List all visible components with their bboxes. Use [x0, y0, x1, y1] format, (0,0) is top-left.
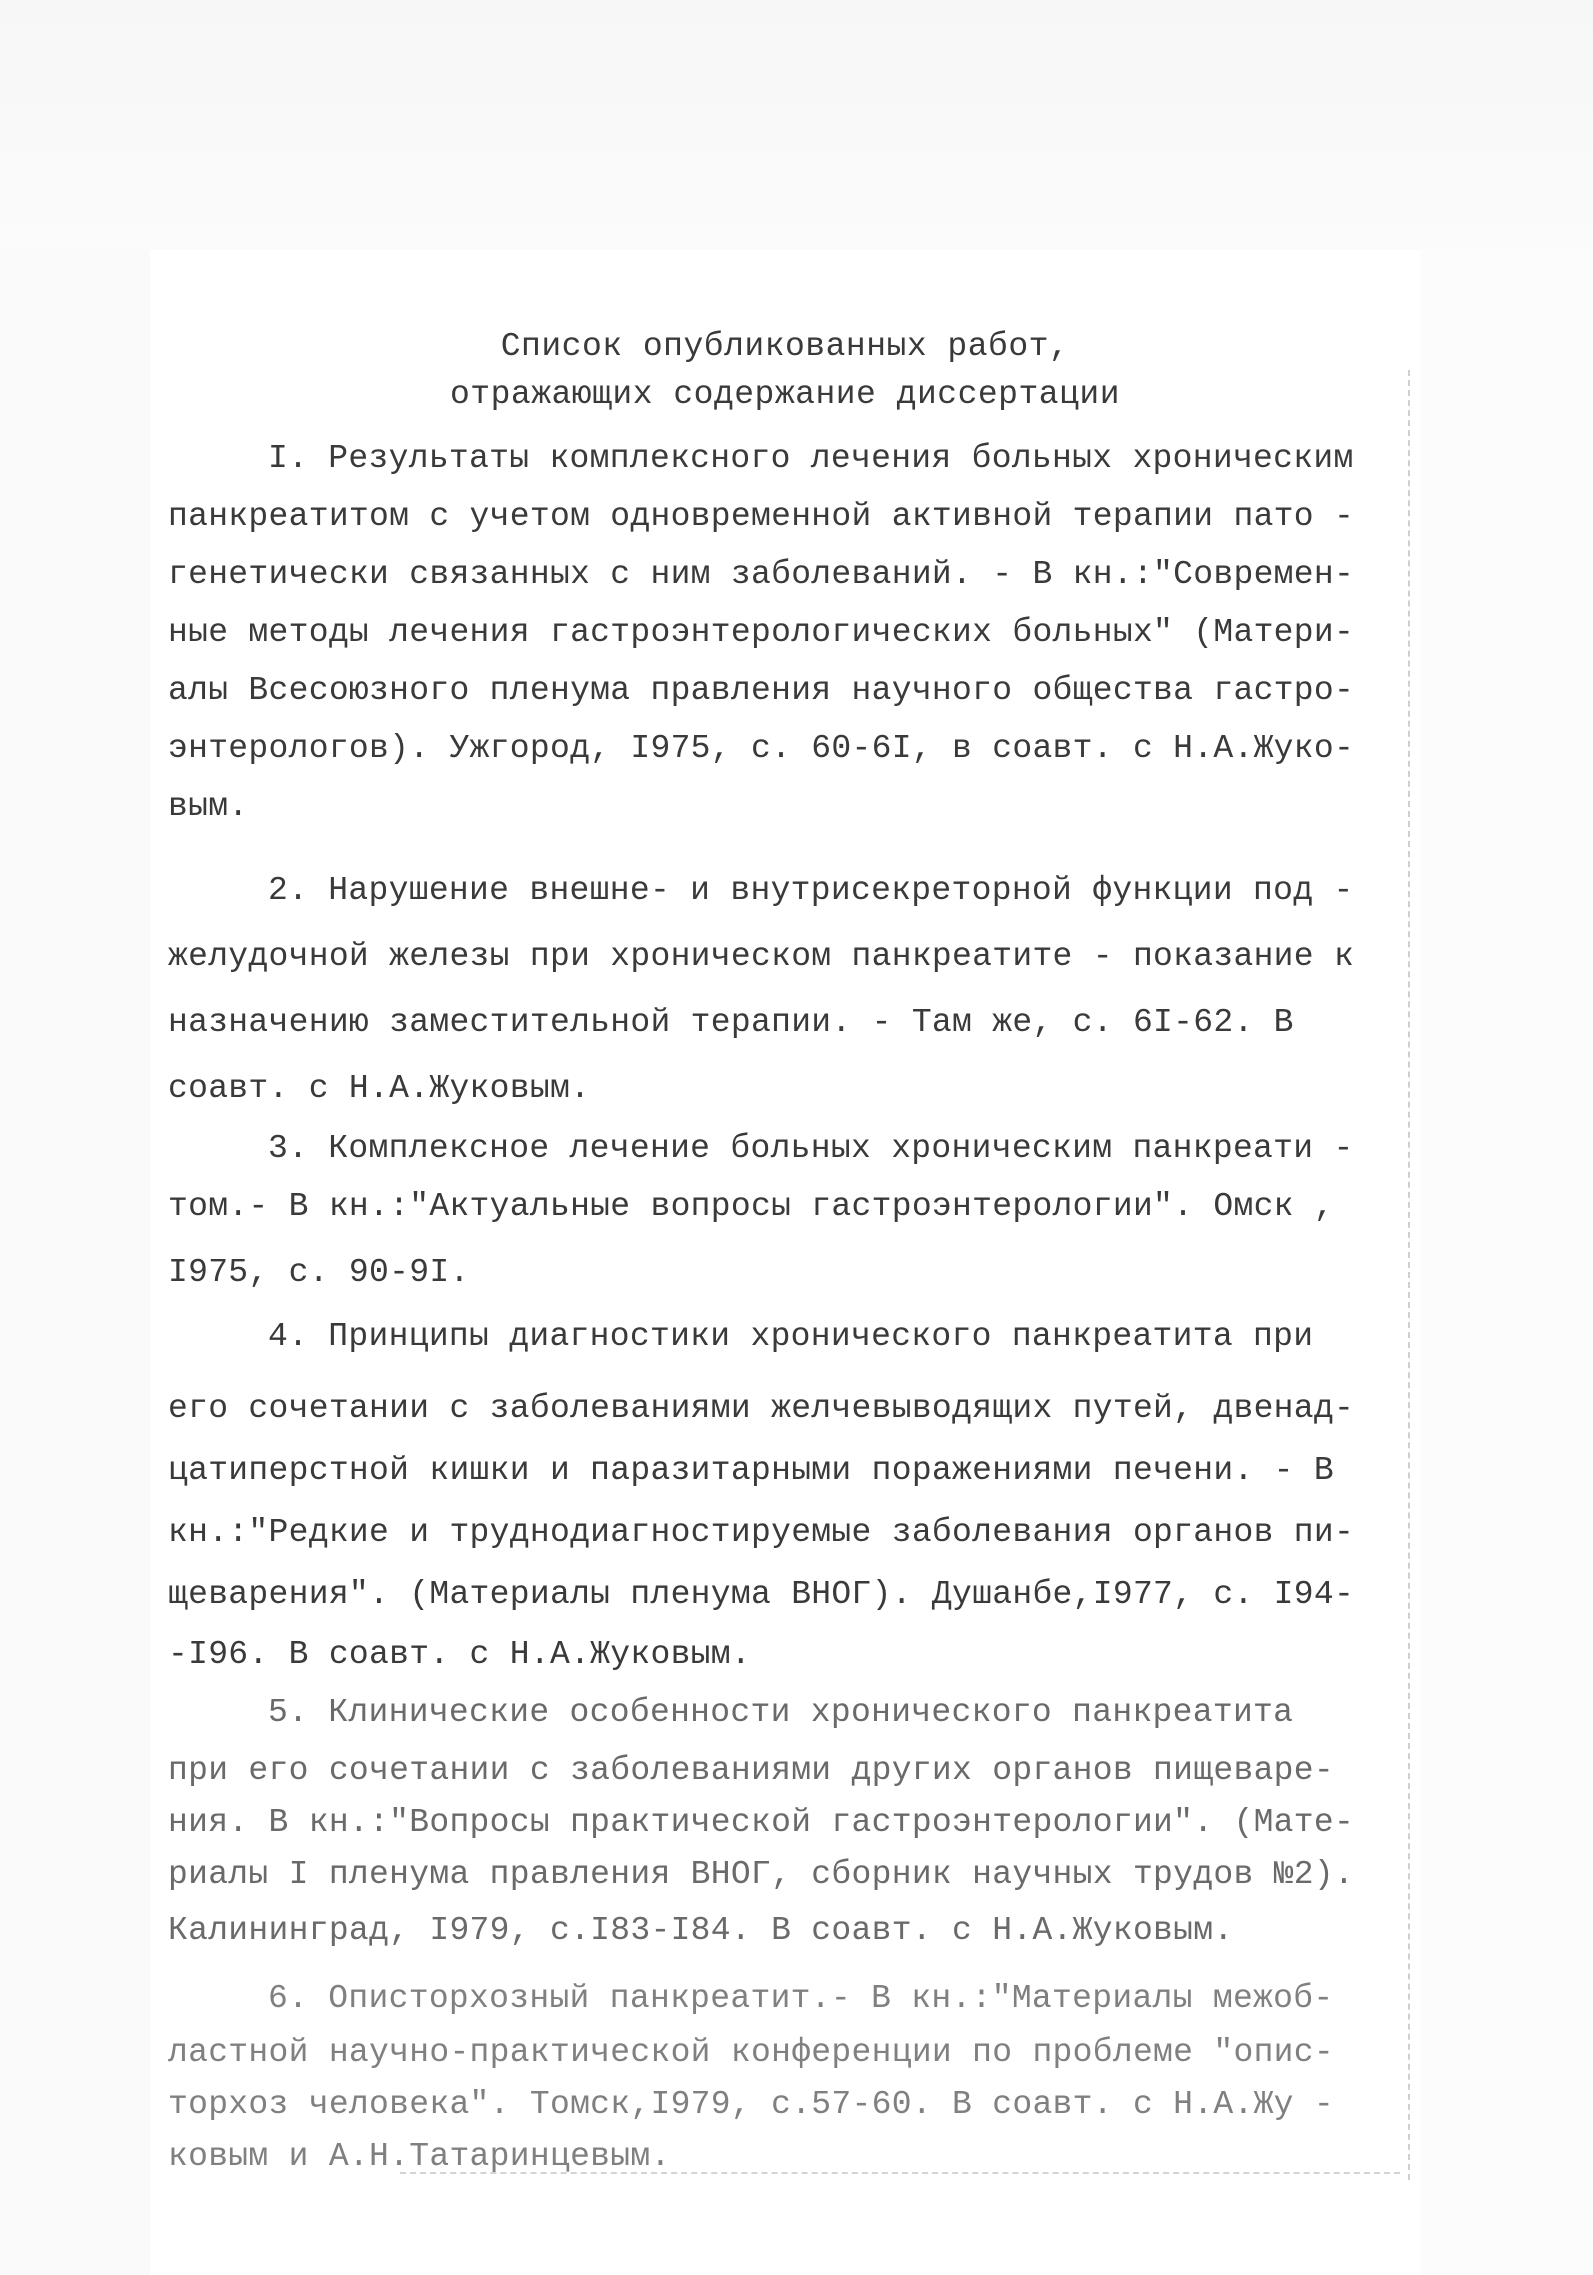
paper-edge-right	[1408, 370, 1410, 2180]
scan-margin-top	[0, 0, 1593, 250]
entry-6-line-1: 6. Описторхозный панкреатит.- В кн.:"Материалы межоб-	[268, 1980, 1334, 2017]
entry-6-line-4: ковым и А.Н.Татаринцевым.	[168, 2138, 671, 2175]
entry-5-line-2: при его сочетании с заболеваниями других органов пищеваре-	[168, 1752, 1334, 1789]
entry-4-line-3: цатиперстной кишки и паразитарными поражениями печени. - В	[168, 1452, 1334, 1489]
entry-4-line-2: его сочетании с заболеваниями желчевыводящих путей, двенад-	[168, 1390, 1355, 1427]
entry-4-line-4: кн.:"Редкие и труднодиагностируемые заболевания органов пи-	[168, 1514, 1355, 1551]
entry-4-line-1: 4. Принципы диагностики хронического панкреатита при	[268, 1318, 1314, 1355]
entry-1-line-2: панкреатитом с учетом одновременной активной терапии пато -	[168, 498, 1355, 535]
entry-2-line-1: 2. Нарушение внешне- и внутрисекреторной функции под -	[268, 872, 1354, 909]
entry-5-line-3: ния. В кн.:"Вопросы практической гастроэнтерологии". (Мате-	[168, 1804, 1355, 1841]
entry-5-line-4: риалы I пленума правления ВНОГ, сборник научных трудов №2).	[168, 1856, 1355, 1893]
entry-1-line-6: энтерологов). Ужгород, I975, с. 60-6I, в соавт. с Н.А.Жуко-	[168, 730, 1355, 767]
document-title-line-2: отражающих содержание диссертации	[449, 376, 1120, 413]
entry-3-line-2: том.- В кн.:"Актуальные вопросы гастроэнтерологии". Омск ,	[168, 1188, 1334, 1225]
entry-1-line-3: генетически связанных с ним заболеваний. - В кн.:"Современ-	[168, 556, 1355, 593]
entry-1-line-4: ные методы лечения гастроэнтерологических больных" (Матери-	[168, 614, 1355, 651]
entry-1-line-5: алы Всесоюзного пленума правления научного общества гастро-	[168, 672, 1355, 709]
entry-1-line-7: вым.	[168, 788, 249, 825]
entry-4-line-6: -I96. В соавт. с Н.А.Жуковым.	[168, 1636, 751, 1673]
entry-2-line-3: назначению заместительной терапии. - Там же, с. 6I-62. В	[168, 1004, 1294, 1041]
entry-3-line-1: 3. Комплексное лечение больных хроническим панкреати -	[268, 1130, 1354, 1167]
entry-2-line-2: желудочной железы при хроническом панкреатите - показание к	[168, 938, 1355, 975]
scan-margin-right	[1420, 250, 1593, 2275]
entry-2-line-4: соавт. с Н.А.Жуковым.	[168, 1070, 591, 1107]
entry-6-line-2: ластной научно-практической конференции по проблеме "опис-	[168, 2034, 1334, 2071]
entry-5-line-5: Калининград, I979, с.I83-I84. В соавт. с Н.А.Жуковым.	[168, 1912, 1234, 1949]
entry-4-line-5: щеварения". (Материалы пленума ВНОГ). Душанбе,I977, с. I94-	[168, 1576, 1355, 1613]
scan-margin-left	[0, 250, 150, 2275]
entry-1-line-1: I. Результаты комплексного лечения больных хроническим	[268, 440, 1354, 477]
entry-6-line-3: торхоз человека". Томск,I979, с.57-60. В соавт. с Н.А.Жу -	[168, 2086, 1334, 2123]
document-title-line-1: Список опубликованных работ,	[500, 328, 1070, 365]
entry-3-line-3: I975, с. 90-9I.	[168, 1254, 470, 1291]
entry-5-line-1: 5. Клинические особенности хронического панкреатита	[268, 1694, 1294, 1731]
